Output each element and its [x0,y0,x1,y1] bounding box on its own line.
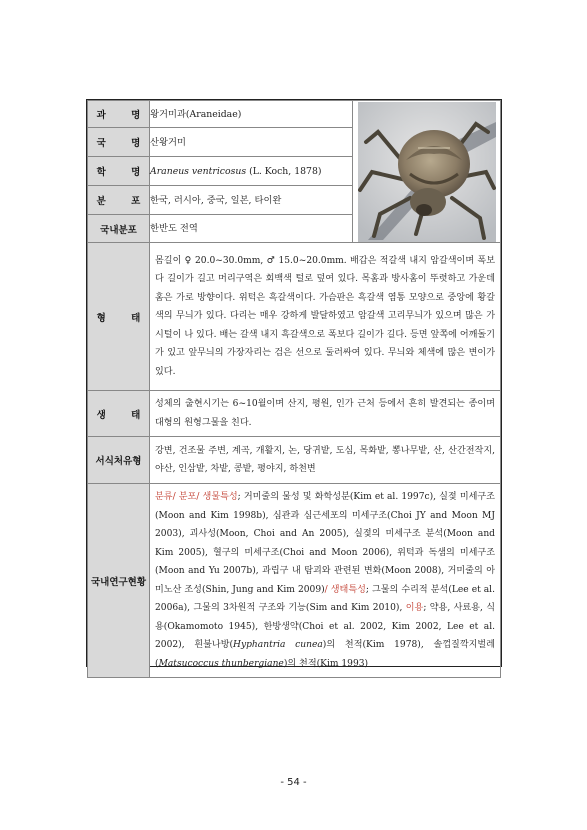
research-text-5: )의 천적(Kim 1993) [283,658,369,669]
label-korean-name: 국 명 [88,128,150,157]
row-research [88,484,501,678]
label-habitat: 서식처유형 [88,437,150,484]
value-research [150,484,501,678]
research-tag-taxonomy: 분류 [155,492,173,502]
value-morphology: 몸길이 ♀ 20.0~30.0mm, ♂ 15.0~20.0mm. 배갑은 적갈색 내지 암갈색이며 폭보다 길이가 길고 머리구역은 회백색 털로 덮여 있다. 목홈과 방사홈이 뚜렷하고 가운데홈은 가로 방향이다. 위턱은 흑갈색이다. 가슴판은 흑갈색 염통 모양으로 중앙에 황갈색의 무늬가 있다. 다리는 매우 강하게 발달하였고 암갈색 고리무늬가 있으며 많은 가시털이 나 있다. 배는 갈색 내지 흑갈색으로 폭보다 길이가 길다. 등면 앞쪽에 어깨돌기가 있고 앞무늬의 가장자리는 검은 선으로 둘러싸여 있다. 무늬와 체색에 많은 변이가 있다. [150,243,501,391]
label-ecology: 생 태 [88,391,150,437]
label-family: 과 명 [88,101,150,128]
label-domestic-distribution: 국내분포 [88,215,150,243]
value-domestic-distribution: 한반도 전역 [150,215,353,243]
scientific-name-italic: Araneus ventricosus [150,165,247,177]
value-distribution: 한국, 러시아, 중국, 일본, 타이완 [150,186,353,215]
value-habitat: 강변, 건조물 주변, 계곡, 개활지, 논, 당귀밭, 도심, 목화밭, 뽕나무밭, 산, 산간전작지, 야산, 인삼밭, 차밭, 콩밭, 평야지, 하천변 [150,437,501,484]
value-korean-name: 산왕거미 [150,128,353,157]
research-tag-biology: 생물특성 [202,492,238,502]
label-distribution: 분 포 [88,186,150,215]
spider-photo [358,102,496,242]
research-species-2: Matsucoccus thunbergiane [158,658,284,669]
label-scientific-name: 학 명 [88,157,150,186]
research-tag-distribution: 분포 [178,492,197,502]
research-tag-ecology: 생태특성 [330,584,366,595]
research-species-1: Hyphantria cunea [233,640,323,650]
research-tag-use: 이용 [405,603,424,613]
scientific-name-author: (L. Koch, 1878) [246,165,322,177]
value-scientific-name [150,157,353,186]
page-number: - 54 - [280,777,307,788]
research-sep-1: / [172,492,179,502]
species-spec-sheet [86,99,502,667]
row-habitat [88,437,501,484]
research-text-4: )의 천적(Kim 1978), 솔껍질깍지벌레( [155,640,495,669]
label-research: 국내연구현황 [88,484,150,678]
photo-cell [353,101,501,243]
research-sep-3: / [324,584,331,595]
value-ecology: 성체의 출현시기는 6~10월이며 산지, 평원, 인가 근처 등에서 흔히 발견되는 종이며 대형의 원형그물을 친다. [150,391,501,437]
species-table [87,100,501,678]
research-text-3: ; 약용, 사료용, 식용(Okamomoto 1945), 한방생약(Choi et al. 2002, Kim 2002, Lee et al. 2002), 흰불나방( [155,603,495,650]
research-text-1: ; 거미줄의 물성 및 화학성분(Kim et al. 1997c), 실젖 미세구조(Moon and Kim 1998b), 심관과 심근세포의 미세구조(Choi JY and Moon MJ 2003), 괴사성(Moon, Choi and An 2005), 실젖의 미세구조 분석(Moon and Kim 2005), 혈구의 미세구조(Choi and Moon 2006), 위턱과 독샘의 미세구조(Moon and Yu 2007b), 과립구 내 탐괴와 관련된 변화(Moon 2008), 거미줄의 아미노산 조성(Shin, Jung and Kim 2009) [155,492,495,595]
row-ecology [88,391,501,437]
label-morphology: 형 태 [88,243,150,391]
research-sep-2: / [196,492,203,502]
row-morphology [88,243,501,391]
value-family: 왕거미과(Araneidae) [150,101,353,128]
research-text-2: ; 그물의 수리적 분석(Lee et al. 2006a), 그물의 3차원적 구조와 기능(Sim and Kim 2010), [155,584,495,613]
row-family [88,101,501,128]
